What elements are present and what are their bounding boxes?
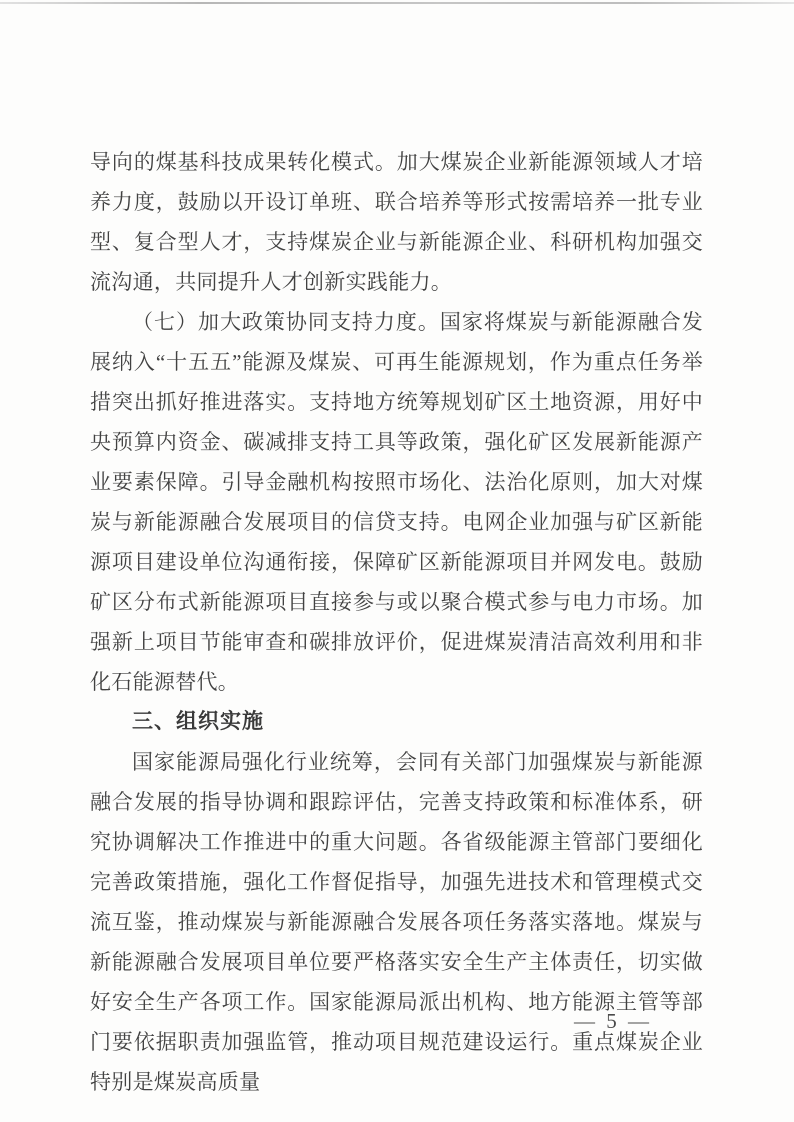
clause-seven-body: 国家将煤炭与新能源融合发展纳入“十五五”能源及煤炭、可再生能源规划，作为重点任务举措突出抓好推进落实。支持地方统筹规划矿区土地资源，用好中央预算内资金、碳减排支持工具等政策，强化矿区发展新能源产业要素保障。引导金融机构按照市场化、法治化原则，加大对煤炭与新能源融合发展项目的信贷支持。电网企业加强与矿区新能源项目建设单位沟通衔接，保障矿区新能源项目并网发电。鼓励矿区分布式新能源项目直接参与或以聚合模式参与电力市场。加强新上项目节能审查和碳排放评价，促进煤炭清洁高效利用和非化石能源替代。 bbox=[90, 310, 703, 694]
paragraph-talent-cultivation: 导向的煤基科技成果转化模式。加大煤炭企业新能源领域人才培养力度，鼓励以开设订单班、联合培养等形式按需培养一批专业型、复合型人才，支持煤炭企业与新能源企业、科研机构加强交流沟通，共同提升人才创新实践能力。 bbox=[90, 150, 703, 294]
paragraph-policy-support bbox=[90, 302, 703, 702]
clause-seven-lead: （七）加大政策协同支持力度。 bbox=[132, 310, 440, 334]
section-heading-organization: 三、组织实施 bbox=[132, 710, 264, 733]
document-body bbox=[90, 142, 703, 1102]
scan-artifact-line bbox=[0, 2, 794, 4]
paragraph-implementation: 国家能源局强化行业统筹，会同有关部门加强煤炭与新能源融合发展的指导协调和跟踪评估，完善支持政策和标准体系，研究协调解决工作推进中的重大问题。各省级能源主管部门要细化完善政策措施，强化工作督促指导，加强先进技术和管理模式交流互鉴，推动煤炭与新能源融合发展各项任务落实落地。煤炭与新能源融合发展项目单位要严格落实安全生产主体责任，切实做好安全生产各项工作。国家能源局派出机构、地方能源主管等部门要依据职责加强监管，推动项目规范建设运行。重点煤炭企业特别是煤炭高质量 bbox=[90, 750, 703, 1094]
page-number: — 5 — bbox=[574, 1009, 652, 1033]
